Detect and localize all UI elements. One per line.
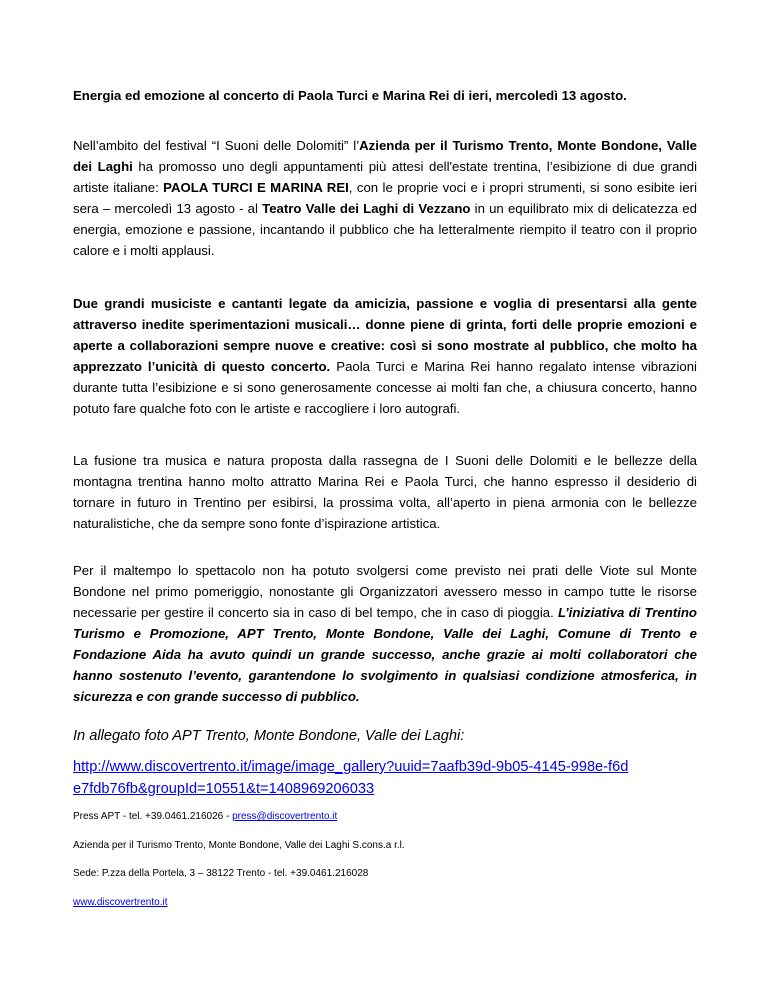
paragraph-weather: [73, 560, 697, 707]
press-label: Press APT - tel. +39.0461.216026 -: [73, 811, 233, 822]
article-title: Energia ed emozione al concerto di Paola Turci e Marina Rei di ieri, mercoledì 13 agosto.: [73, 88, 627, 103]
paragraph-intro: [73, 135, 697, 261]
company-name: Azienda per il Turismo Trento, Monte Bondone, Valle dei Laghi S.cons.a r.l.: [73, 840, 405, 851]
press-contact: [73, 811, 337, 822]
bold-run: Due grandi musiciste e cantanti legate da amicizia, passione e voglia di presentarsi alla gente attraverso inedite sperimentazioni musicali… donne piene di grinta, forti delle proprie emozioni e aperte a collaborazioni sempre nuove e creative: così si sono mostrate al pubblico, che molto ha apprezzato l’unicità di questo concerto.: [73, 296, 697, 374]
paragraph-artists: [73, 293, 697, 419]
text-run: , con le proprie voci e i propri strumenti, si sono esibite ieri sera – mercoledì 13 agosto - al: [73, 180, 697, 216]
website-link[interactable]: [73, 897, 167, 908]
press-email-link[interactable]: press@discovertrento.it: [232, 811, 338, 822]
text-run: in un equilibrato mix di delicatezza ed energia, emozione e passione, incantando il pubblico che ha letteralmente riempito il teatro con il proprio calore e i molti applausi.: [73, 201, 697, 258]
gallery-link[interactable]: http://www.discovertrento.it/image/image_gallery?uuid=7aafb39d-9b05-4145-998e-f6de7fdb76fb&groupId=10551&t=1408969206033: [73, 759, 629, 797]
text-run: Nell’ambito del festival “I Suoni delle Dolomiti” l’: [73, 138, 360, 153]
bold-run: PAOLA TURCI E MARINA REI: [163, 180, 349, 195]
paragraph-nature: [73, 450, 697, 534]
text-run: ha promosso uno degli appuntamenti più attesi dell'estate trentina, l’esibizione di due grandi artiste italiane:: [73, 159, 697, 195]
text-run: Paola Turci e Marina Rei hanno regalato intense vibrazioni durante tutta l’esibizione e si sono generosamente concesse ai molti fan che, a chiusura concerto, hanno potuto fare qualche foto con le artiste e raccogliere i loro autografi.: [73, 359, 697, 416]
text-run: Per il maltempo lo spettacolo non ha potuto svolgersi come previsto nei prati delle Viote sul Monte Bondone nel primo pomeriggio, nonostante gli Organizzatori avessero messo in campo tutte le risorse necessarie per gestire il concerto sia in caso di bel tempo, che in caso di pioggia.: [73, 563, 697, 620]
bold-italic-run: L’iniziativa di Trentino Turismo e Promozione, APT Trento, Monte Bondone, Valle dei Laghi, Comune di Trento e Fondazione Aida ha avuto quindi un grande successo, anche grazie ai molti collaboratori che hanno sostenuto l’evento, garantendone lo svolgimento in qualsiasi condizione atmosferica, in sicurezza e con grande successo di pubblico.: [73, 605, 697, 704]
bold-run: Azienda per il Turismo Trento, Monte Bondone, Valle dei Laghi: [73, 138, 697, 174]
company-address: Sede: P.zza della Portela, 3 – 38122 Trento - tel. +39.0461.216028: [73, 868, 369, 879]
attachment-note: In allegato foto APT Trento, Monte Bondone, Valle dei Laghi:: [73, 728, 465, 744]
website-link-text[interactable]: www.discovertrento.it: [73, 897, 168, 908]
text-run: La fusione tra musica e natura proposta dalla rassegna de I Suoni delle Dolomiti e le bellezze della montagna trentina hanno molto attratto Marina Rei e Paola Turci, che hanno espresso il desiderio di tornare in futuro in Trentino per esibirsi, la prossima volta, all’aperto in piena armonia con le bellezze naturalistiche, che da sempre sono fonte d’ispirazione artistica.: [73, 453, 697, 531]
bold-run: Teatro Valle dei Laghi di Vezzano: [262, 201, 471, 216]
